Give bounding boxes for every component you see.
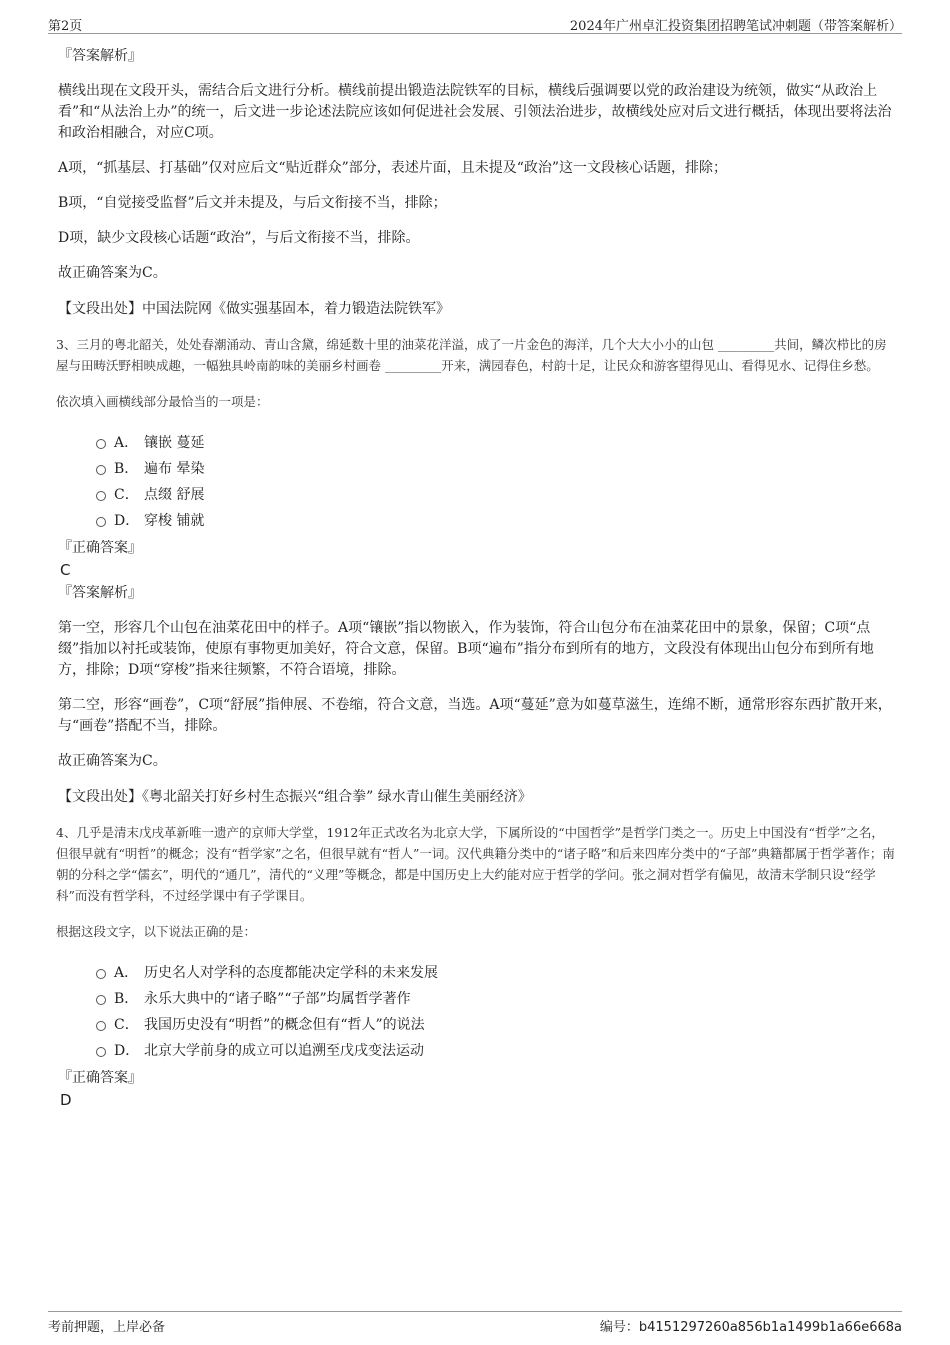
radio-button[interactable] bbox=[96, 995, 106, 1005]
radio-button[interactable] bbox=[96, 517, 106, 527]
option-letter: B． bbox=[114, 461, 139, 477]
option-a[interactable] bbox=[96, 430, 896, 456]
option-b[interactable] bbox=[96, 456, 896, 482]
source-citation: 【文段出处】中国法院网《做实强基固本，着力锻造法院铁军》 bbox=[58, 301, 450, 317]
option-text: 遍布 晕染 bbox=[144, 461, 205, 477]
correct-answer: C bbox=[60, 561, 71, 579]
analysis-paragraph: A项，“抓基层、打基础”仅对应后文“贴近群众”部分，表述片面，且未提及“政治”这一文段核心话题，排除； bbox=[58, 160, 728, 176]
option-letter: D． bbox=[114, 513, 140, 529]
option-text: 点缀 舒展 bbox=[144, 487, 205, 503]
conclusion: 故正确答案为C。 bbox=[58, 265, 167, 281]
option-d[interactable] bbox=[96, 1038, 896, 1064]
option-text: 永乐大典中的“诸子略”“子部”均属哲学著作 bbox=[144, 991, 411, 1007]
code-value: b4151297260a856b1a1499b1a66e668a bbox=[638, 1320, 902, 1335]
radio-button[interactable] bbox=[96, 969, 106, 979]
conclusion: 故正确答案为C。 bbox=[58, 753, 167, 769]
option-c[interactable] bbox=[96, 1012, 896, 1038]
option-text: 历史名人对学科的态度都能决定学科的未来发展 bbox=[144, 965, 438, 981]
footer-slogan: 考前押题，上岸必备 bbox=[48, 1320, 166, 1335]
analysis-tag: 『答案解析』 bbox=[58, 48, 142, 64]
page-header bbox=[48, 13, 902, 34]
option-text: 我国历史没有“明哲”的概念但有“哲人”的说法 bbox=[144, 1017, 425, 1033]
analysis-tag: 『答案解析』 bbox=[58, 585, 142, 601]
source-citation: 【文段出处】《粤北韶关打好乡村生态振兴“组合拳” 绿水青山催生美丽经济》 bbox=[58, 789, 532, 805]
analysis-paragraph: 第一空，形容几个山包在油菜花田中的样子。A项“镶嵌”指以物嵌入，作为装饰，符合山包分布在油菜花田中的景象，保留；C项“点缀”指加以衬托或装饰，使原有事物更加美好，符合文意，保留。B项“遍布”指分布到所有的地方，文段没有体现出山包分布到所有地方，排除；D项“穿梭”指来往频繁，不符合语境，排除。 bbox=[58, 620, 874, 678]
radio-button[interactable] bbox=[96, 465, 106, 475]
correct-answer: D bbox=[60, 1091, 72, 1109]
option-d[interactable] bbox=[96, 508, 896, 534]
answer-tag: 『正确答案』 bbox=[58, 1070, 142, 1086]
page-number: 第2页 bbox=[48, 19, 83, 34]
question-3-prompt: 依次填入画横线部分最恰当的一项是： bbox=[56, 394, 269, 409]
option-letter: A． bbox=[114, 435, 139, 451]
option-letter: B． bbox=[114, 991, 139, 1007]
option-b[interactable] bbox=[96, 986, 896, 1012]
question-3-text: 3、三月的粤北韶关，处处春潮涌动、青山含黛，绵延数十里的油菜花洋溢，成了一片金色的海洋，几个大大小小的山包 _________共间，鳞次栉比的房屋与田畴沃野相映成趣，一幅独具岭南韵味的美丽乡村画卷 _________开来，满园春色，村韵十足，让民众和游客望得见山、看得见水、记得住乡愁。 bbox=[56, 337, 887, 373]
option-c[interactable] bbox=[96, 482, 896, 508]
option-a[interactable] bbox=[96, 960, 896, 986]
analysis-paragraph: 横线出现在文段开头，需结合后文进行分析。横线前提出锻造法院铁军的目标，横线后强调要以党的政治建设为统领，做实“从政治上看”和“从法治上办”的统一，后文进一步论述法院应该如何促进社会发展、引领法治进步，故横线处应对后文进行概括，体现出要将法治和政治相融合，对应C项。 bbox=[58, 83, 892, 141]
question-4-text: 4、几乎是清末戊戌革新唯一遗产的京师大学堂，1912年正式改名为北京大学，下属所设的“中国哲学”是哲学门类之一。历史上中国没有“哲学”之名，但很早就有“明哲”的概念；没有“哲学家”之名，但很早就有“哲人”一词。汉代典籍分类中的“诸子略”和后来四库分类中的“子部”典籍都属于哲学著作；南朝的分科之学“儒玄”，明代的“通几”，清代的“义理”等概念，都是中国历史上大约能对应于哲学的学问。张之洞对哲学有偏见，故清末学制只设“经学科”而没有哲学科，不过经学课中有子学课目。 bbox=[56, 825, 895, 903]
radio-button[interactable] bbox=[96, 1047, 106, 1057]
radio-button[interactable] bbox=[96, 491, 106, 501]
analysis-paragraph: 第二空，形容“画卷”，C项“舒展”指伸展、不卷缩，符合文意，当选。A项“蔓延”意为如蔓草滋生，连绵不断，通常形容东西扩散开来，与“画卷”搭配不当，排除。 bbox=[58, 697, 892, 734]
option-letter: D． bbox=[114, 1043, 140, 1059]
page-footer bbox=[48, 1311, 902, 1334]
option-letter: C． bbox=[114, 1017, 139, 1033]
option-letter: A． bbox=[114, 965, 139, 981]
page-content bbox=[56, 45, 896, 1112]
question-4-options bbox=[96, 960, 896, 1064]
option-letter: C． bbox=[114, 487, 139, 503]
answer-tag: 『正确答案』 bbox=[58, 540, 142, 556]
option-text: 镶嵌 蔓延 bbox=[144, 435, 205, 451]
option-text: 北京大学前身的成立可以追溯至戊戌变法运动 bbox=[144, 1043, 424, 1059]
radio-button[interactable] bbox=[96, 1021, 106, 1031]
radio-button[interactable] bbox=[96, 439, 106, 449]
analysis-paragraph: B项，“自觉接受监督”后文并未提及，与后文衔接不当，排除； bbox=[58, 195, 447, 211]
code-label: 编号： bbox=[599, 1320, 639, 1335]
document-title: 2024年广州卓汇投资集团招聘笔试冲刺题（带答案解析） bbox=[569, 19, 902, 34]
option-text: 穿梭 铺就 bbox=[144, 513, 205, 529]
analysis-paragraph: D项，缺少文段核心话题“政治”，与后文衔接不当，排除。 bbox=[58, 230, 420, 246]
document-code bbox=[600, 1316, 902, 1335]
question-3-options bbox=[96, 430, 896, 534]
question-4-prompt: 根据这段文字，以下说法正确的是： bbox=[56, 924, 257, 939]
